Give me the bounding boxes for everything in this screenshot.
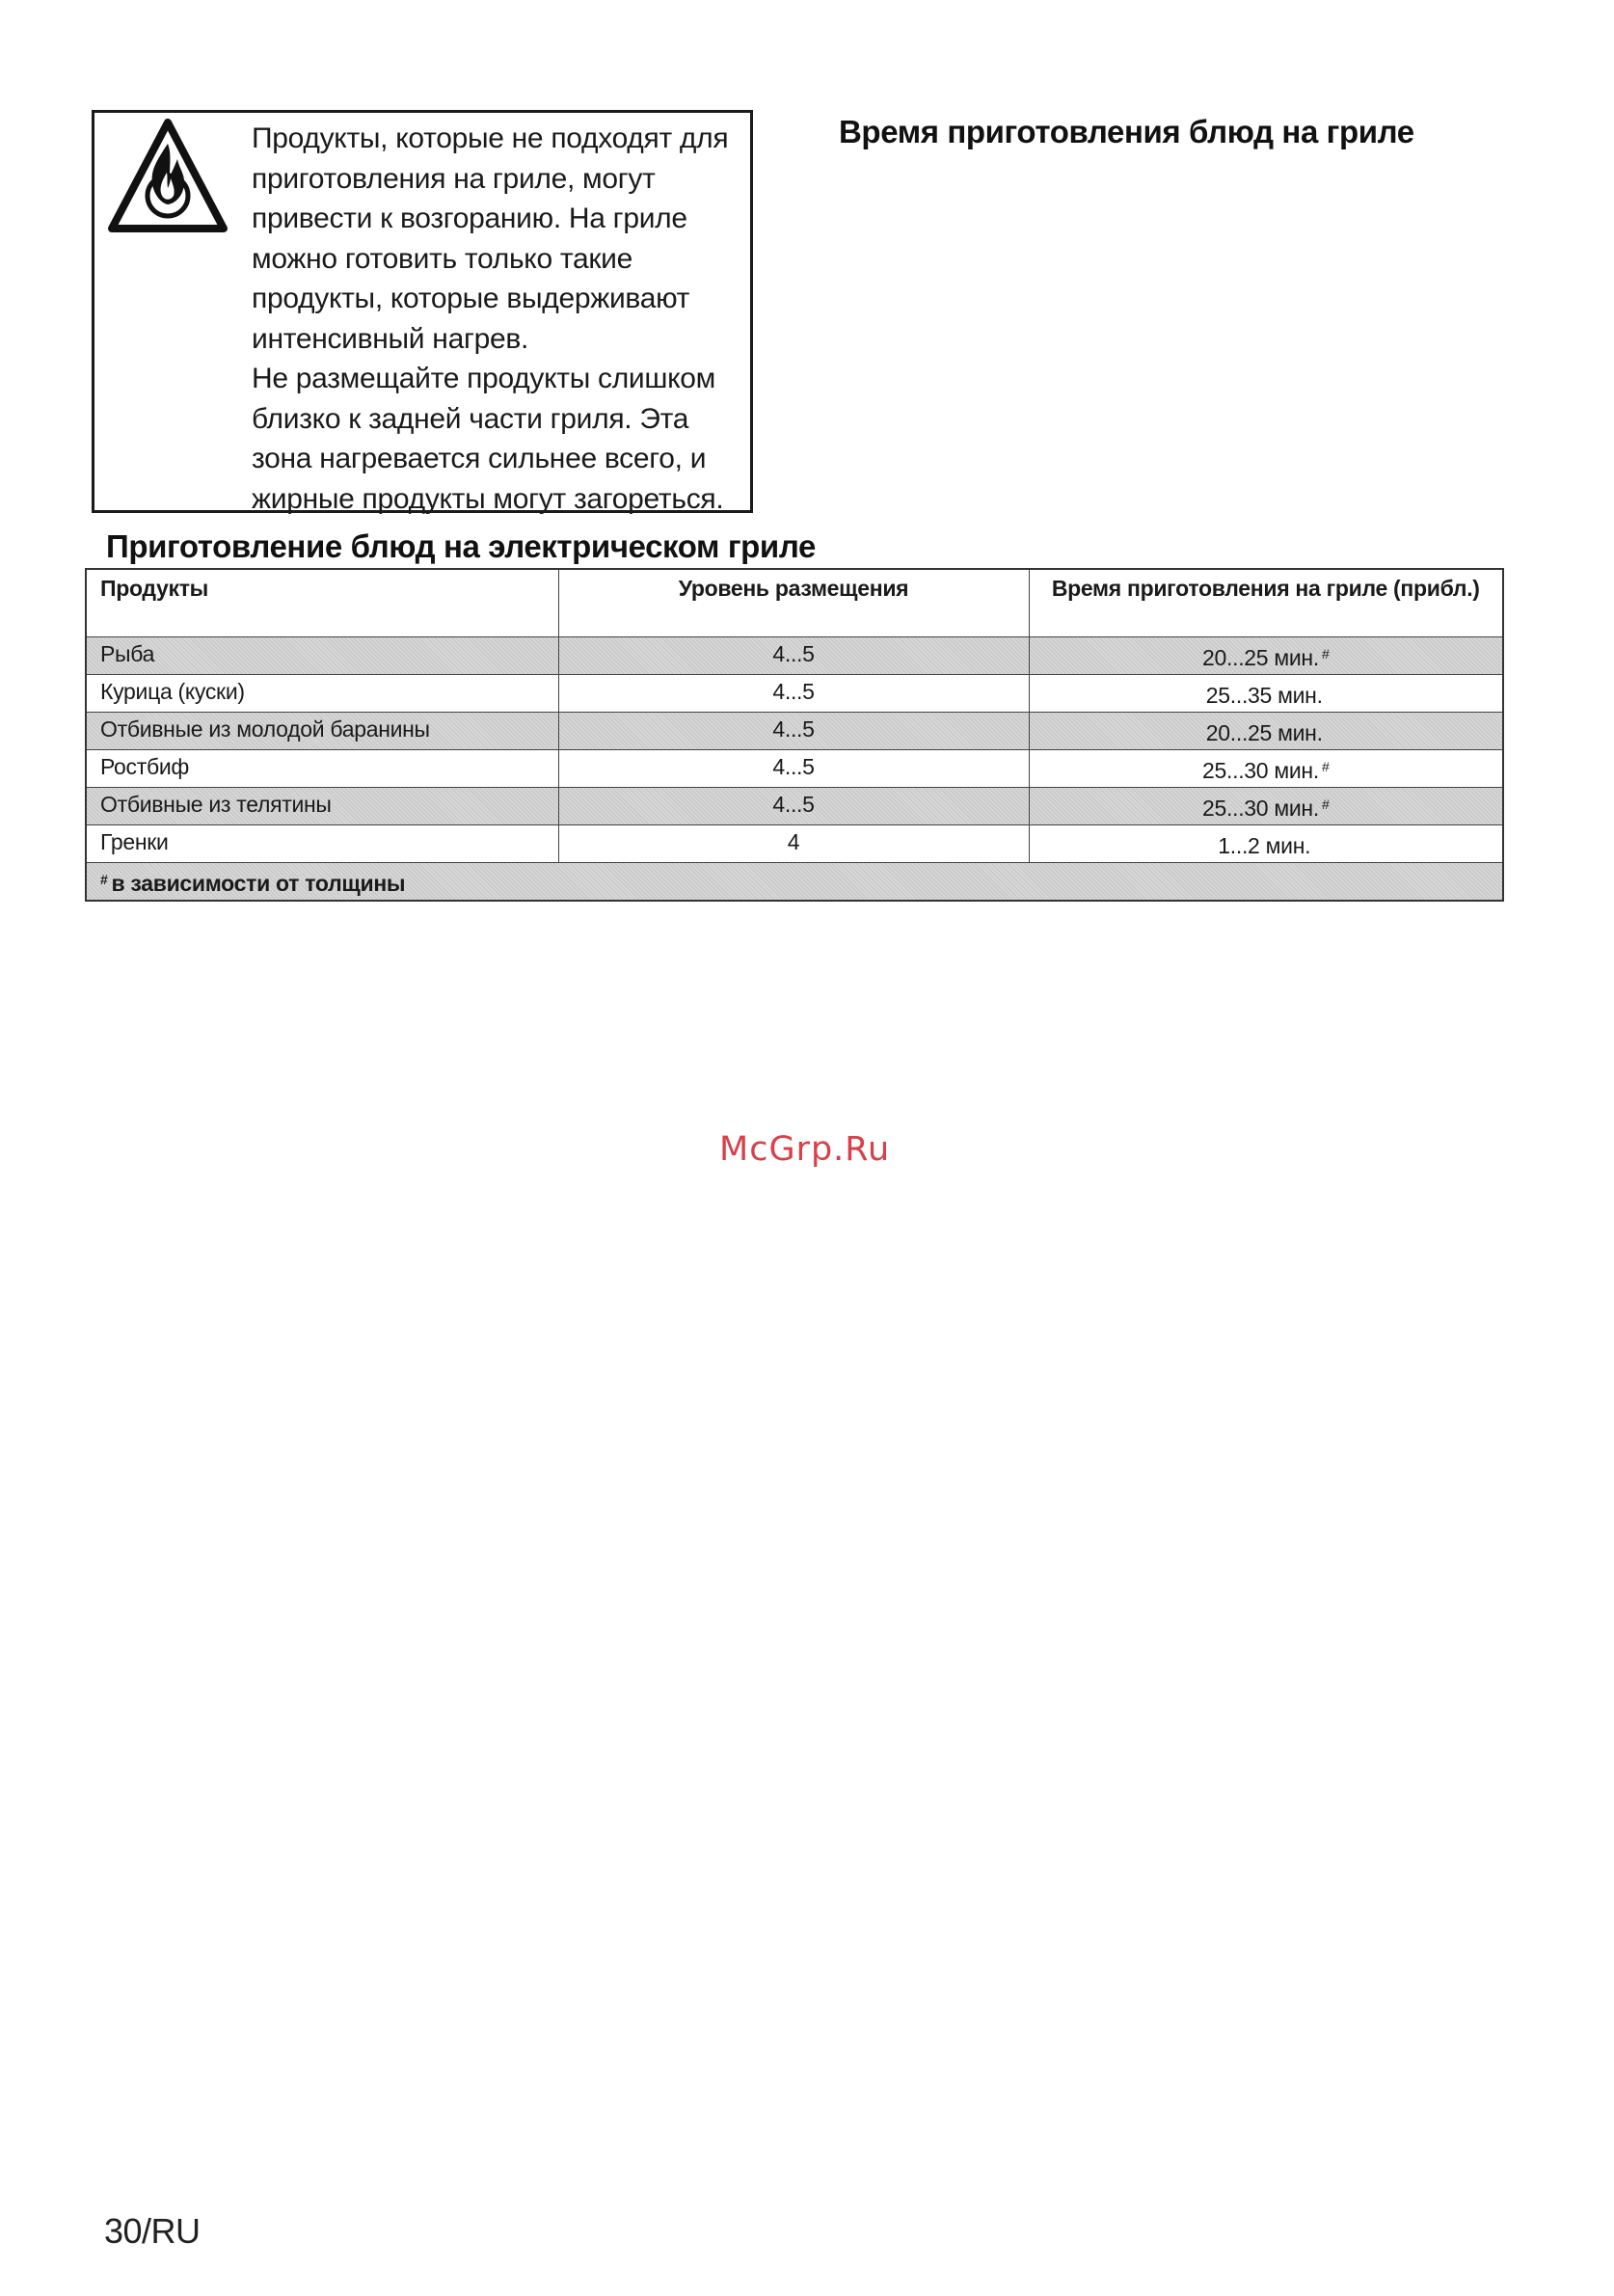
table-row: [86, 825, 1503, 863]
header-time: Время приготовления на гриле (прибл.): [1029, 569, 1503, 637]
table-row: [86, 750, 1503, 788]
flame-warning-icon: [106, 115, 229, 238]
cell-level: 4: [558, 825, 1029, 863]
time-value: 20...25 мин.: [1205, 720, 1323, 745]
cell-level: 4...5: [558, 788, 1029, 825]
table-header-row: [86, 569, 1503, 637]
cell-product: Отбивные из молодой баранины: [86, 713, 558, 750]
header-products: Продукты: [86, 569, 558, 637]
cell-time: [1029, 637, 1503, 675]
table-row: [86, 637, 1503, 675]
cell-product: Отбивные из телятины: [86, 788, 558, 825]
time-value: 25...35 мин.: [1205, 683, 1323, 708]
footnote-text: в зависимости от толщины: [111, 871, 406, 896]
cell-time: [1029, 788, 1503, 825]
cell-time: [1029, 675, 1503, 713]
cell-product: Ростбиф: [86, 750, 558, 788]
cell-level: 4...5: [558, 750, 1029, 788]
cell-time: [1029, 713, 1503, 750]
section-title-grill-time: Время приготовления блюд на гриле: [839, 114, 1414, 149]
warning-box: [92, 110, 753, 513]
time-value: 25...30 мин.: [1202, 758, 1319, 783]
cell-time: [1029, 825, 1503, 863]
cell-product: Гренки: [86, 825, 558, 863]
cell-level: 4...5: [558, 637, 1029, 675]
table-title: Приготовление блюд на электрическом гриле: [106, 528, 816, 564]
table-row: [86, 788, 1503, 825]
cell-level: 4...5: [558, 713, 1029, 750]
cell-product: Курица (куски): [86, 675, 558, 713]
warning-paragraph-2: Не размещайте продукты слишком близко к задней части гриля. Эта зона нагревается сильнее всего, и жирные продукты могут загореться.: [252, 363, 724, 515]
cell-time: [1029, 750, 1503, 788]
table-footnote: [86, 863, 1503, 902]
cell-product: Рыба: [86, 637, 558, 675]
warning-text: [252, 119, 743, 519]
table-row: [86, 675, 1503, 713]
grill-table: [85, 568, 1504, 902]
footnote-mark: #: [1321, 646, 1330, 662]
cell-level: 4...5: [558, 675, 1029, 713]
table-row: [86, 713, 1503, 750]
page-number: 30/RU: [104, 2211, 201, 2251]
time-value: 25...30 мин.: [1202, 796, 1319, 821]
footnote-mark: #: [1321, 797, 1330, 812]
time-value: 20...25 мин.: [1202, 645, 1319, 670]
watermark: McGrp.Ru: [719, 1130, 891, 1169]
table-footnote-row: [86, 863, 1503, 902]
footnote-mark: #: [1321, 759, 1330, 774]
warning-paragraph-1: Продукты, которые не подходят для приготовления на гриле, могут привести к возгоранию. На гриле можно готовить только такие продукты, которые выдерживают интенсивный нагрев.: [252, 122, 729, 355]
footnote-symbol: #: [100, 872, 108, 887]
header-level: Уровень размещения: [558, 569, 1029, 637]
time-value: 1...2 мин.: [1218, 833, 1311, 858]
